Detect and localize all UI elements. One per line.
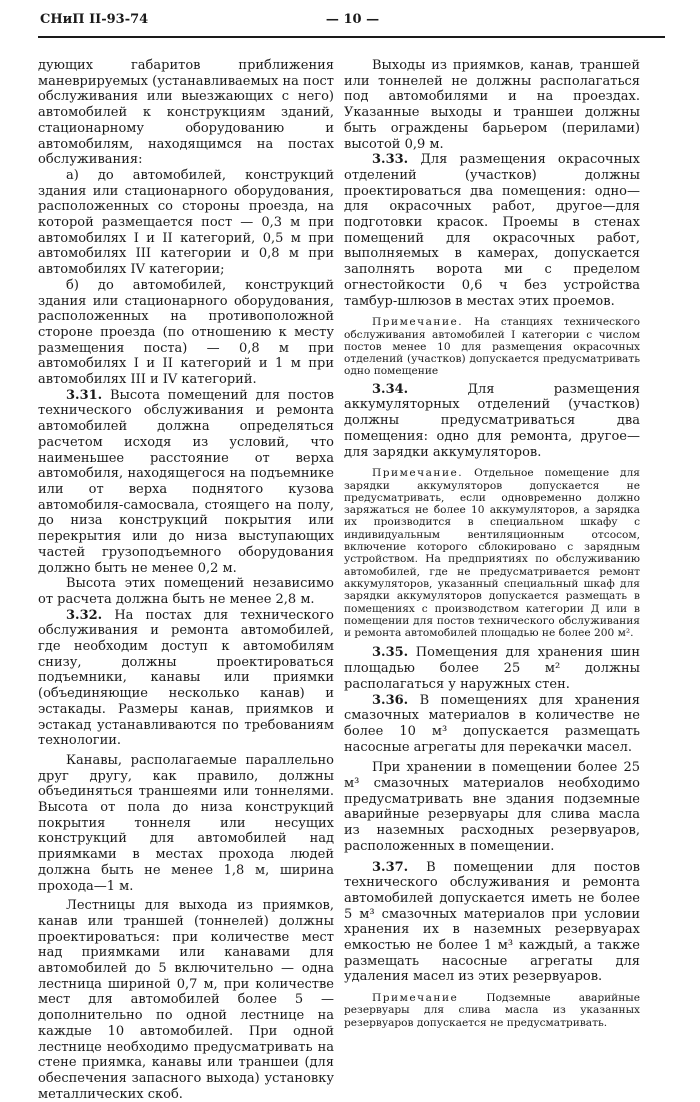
section-text: Высота помещений для постов технического обслуживания и ремонта автомобилей должна определяться расчетом исходя из условий, что наименьшее расстояние от верха автомобиля, находящегося на подъемнике или от верха поднятого кузова автомобиля-самосвала, стоящего на полу, до низа конструкций покрытия или перекрытия или до низа выступающих частей грузоподъемного оборудования должно быть не менее 0,2 м. xyxy=(38,387,334,576)
note-label: Примечание. xyxy=(372,467,464,480)
section-3-35 xyxy=(344,645,640,692)
header-rule xyxy=(38,36,665,38)
note-text: Подземные аварийные резервуары для слива масла из указанных резервуаров допускается не предусматривать. xyxy=(344,992,640,1029)
paragraph: Лестницы для выхода из приямков, канав или траншей (тоннелей) должны проектироваться: при количестве мест над приямками или канавами для автомобилей до 5 включительно — одна лестница шириной 0,7 м, при количестве мест для автомобилей более 5 — дополнительно по одной лестнице на каждые 10 автомобилей. При одной лестнице необходимо предусматривать на стене приямка, канавы или траншеи (для обеспечения запасного выхода) установку металлических скоб. xyxy=(38,898,334,1102)
section-text: Помещения для хранения шин площадью более 25 м² должны располагаться у наружных стен. xyxy=(344,645,640,692)
section-number: 3.32. xyxy=(66,607,103,623)
section-number: 3.31. xyxy=(66,387,103,403)
section-3-33 xyxy=(344,152,640,309)
section-3-37 xyxy=(344,860,640,986)
left-column xyxy=(38,58,334,1102)
section-number: 3.34. xyxy=(372,381,409,397)
note xyxy=(344,992,640,1029)
section-number: 3.35. xyxy=(372,645,409,661)
right-column xyxy=(344,58,640,1033)
section-number: 3.37. xyxy=(372,859,409,875)
section-number: 3.33. xyxy=(372,152,409,168)
paragraph: Высота этих помещений независимо от расчета должна быть не менее 2,8 м. xyxy=(38,576,334,607)
section-text: Для размещения аккумуляторных отделений (участков) должны предусматриваться два помещения: одно для ремонта, другое—для зарядки аккумуляторов. xyxy=(344,381,640,460)
paragraph: При хранении в помещении более 25 м³ смазочных материалов необходимо предусматривать вне здания подземные аварийные резервуары для слива масла из наземных расходных резервуаров, расположенных в помещении. xyxy=(344,760,640,854)
note-text: Отдельное помещение для зарядки аккумуляторов допускается не предусматривать, если одновременно должно заряжаться не более 10 аккумуляторов, а зарядка их производится в специальном шкафу с индивидуальным вентиляционным отсосом, включение которого сблокировано с зарядным устройством. На предприятиях по обслуживанию автомобилей, где не предусматривается ремонт аккумуляторов, указанный специальный шкаф для зарядки аккумуляторов допускается размещать в помещениях с производством категории Д или в помещении для постов технического обслуживания и ремонта автомобилей площадью не более 200 м². xyxy=(344,467,640,640)
page-number: — 10 — xyxy=(325,12,380,27)
note-label: Примечание. xyxy=(372,316,464,329)
list-item-b: б) до автомобилей, конструкций здания или стационарного оборудования, расположенных на противоположной стороне проезда (по отношению к месту размещения поста) — 0,8 м при автомобилях I и II категорий и 1 м при автомобилях III и IV категорий. xyxy=(38,277,334,388)
section-number: 3.36. xyxy=(372,692,409,708)
list-item-a: а) до автомобилей, конструкций здания или стационарного оборудования, расположенных со стороны проезда, на которой размещается пост — 0,3 м при автомобилях I и II категорий, 0,5 м при автомобилях III категории и 0,8 м при автомобилях IV категории; xyxy=(38,167,334,278)
note xyxy=(344,467,640,639)
paragraph: Выходы из приямков, канав, траншей или тоннелей не должны располагаться под автомобилями и на проездах. Указанные выходы и траншеи должны быть ограждены барьером (перилами) высотой 0,9 м. xyxy=(344,58,640,152)
note-text: На станциях технического обслуживания автомобилей I категории с числом постов менее 10 для размещения окрасочных отделений (участков) допускается предусматривать одно помещение xyxy=(344,316,640,378)
section-3-31 xyxy=(38,388,334,576)
section-3-34 xyxy=(344,382,640,461)
paragraph: Канавы, располагаемые параллельно друг другу, как правило, должны объединяться траншеями или тоннелями. Высота от пола до низа конструкций покрытия тоннеля или несущих конструкций для автомобилей над приямками в местах прохода людей должна быть не менее 1,8 м, ширина прохода—1 м. xyxy=(38,752,334,894)
section-3-36 xyxy=(344,693,640,756)
section-text: На постах для технического обслуживания и ремонта автомобилей, где необходим доступ к автомобилям снизу, должны проектироваться подъемники, канавы или приямки (объединяющие несколько канав) и эстакады. Размеры канав, приямков и эстакад устанавливаются по требованиям технологии. xyxy=(38,607,334,749)
section-3-32 xyxy=(38,608,334,749)
document-code: СНиП II-93-74 xyxy=(40,12,149,27)
section-text: Для размещения окрасочных отделений (участков) должны проектироваться два помещения: одно—для окрасочных работ, другое—для подготовки красок. Проемы в стенах помещений для окрасочных работ, выполняемых в камерах, допускается заполнять ворота ми с пределом огнестойкости 0,6 ч без устройства тамбур-шлюзов в местах этих проемов. xyxy=(344,152,640,309)
section-text: В помещении для постов технического обслуживания и ремонта автомобилей допускается иметь не более 5 м³ смазочных материалов при условии хранения их в наземных резервуарах емкостью не более 1 м³ каждый, а также размещать насосные агрегаты для удаления масел из этих резервуаров. xyxy=(344,859,640,985)
section-text: В помещениях для хранения смазочных материалов в количестве не более 10 м³ допускается размещать насосные агрегаты для перекачки масел. xyxy=(344,692,640,755)
note xyxy=(344,316,640,377)
paragraph: дующих габаритов приближения маневрируемых (устанавливаемых на пост обслуживания или выезжающих с него) автомобилей к конструкциям зданий, стационарному оборудованию и автомобилям, находящимся на постах обслуживания: xyxy=(38,58,334,168)
page-header xyxy=(40,12,665,30)
note-label: Примечание xyxy=(372,992,459,1005)
